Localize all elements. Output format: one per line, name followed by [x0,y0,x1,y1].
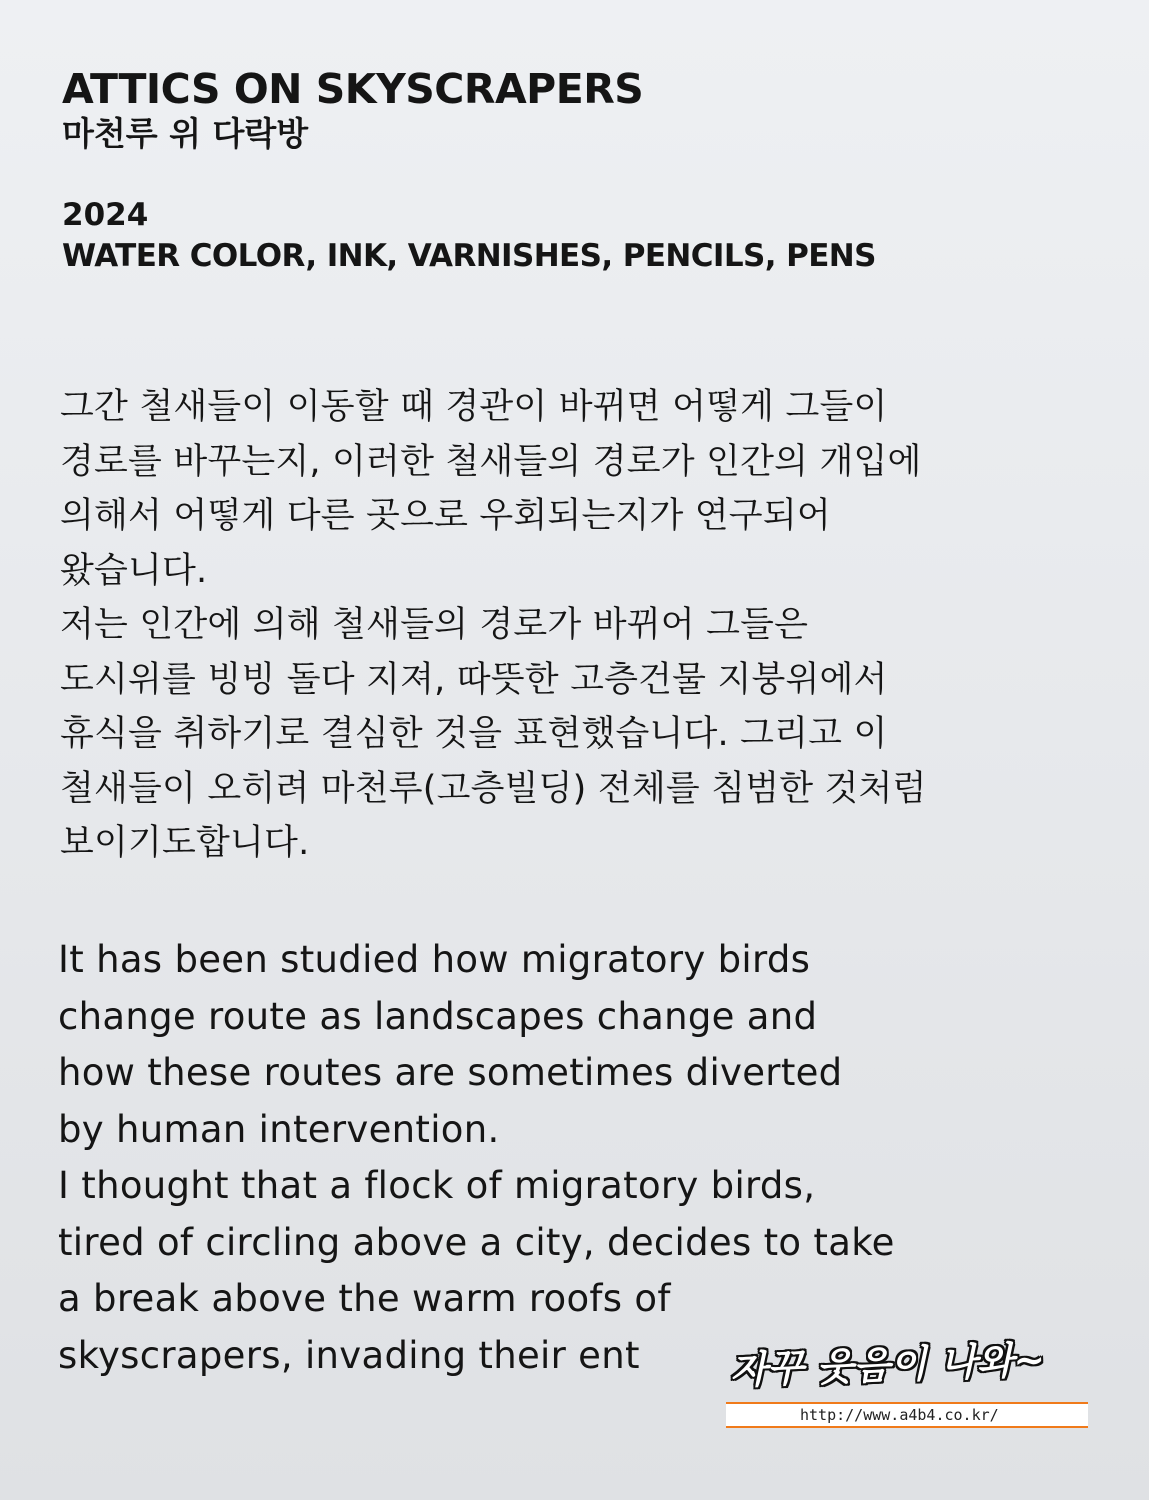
artwork-year: 2024 [62,197,149,233]
url-bar-accent [726,1404,804,1426]
english-line: I thought that a flock of migratory birds, [58,1164,816,1207]
korean-line: 왔습니다. [60,550,208,591]
english-description [58,932,1118,1384]
english-line: a break above the warm roofs of [58,1277,671,1320]
english-line: change route as landscapes change and [58,994,818,1038]
korean-line: 보이기도합니다. [60,823,310,863]
korean-description [60,380,1110,871]
korean-line: 도시위를 빙빙 돌다 지져, 따뜻한 고층건물 지붕위에서 [60,659,888,700]
artwork-title-english: ATTICS ON SKYSCRAPERS [62,65,644,113]
english-line: skyscrapers, invading their ent [58,1333,640,1377]
english-line: how these routes are sometimes diverted [58,1051,843,1094]
korean-line: 저는 인간에 의해 철새들의 경로가 바뀌어 그들은 [60,605,809,645]
korean-line: 철새들이 오히려 마천루(고층빌딩) 전체를 침범한 것처럼 [60,768,927,809]
english-line: by human intervention. [58,1107,500,1151]
korean-line: 그간 철새들이 이동할 때 경관이 바뀌면 어떻게 그들이 [60,387,888,427]
overlay-caption: 자꾸 웃음이 나와~ [729,1336,1046,1393]
artwork-title-korean: 마천루 위 다락방 [62,114,309,153]
korean-line: 휴식을 취하기로 결심한 것을 표현했습니다. 그리고 이 [60,714,888,754]
english-line: It has been studied how migratory birds [58,938,811,981]
artwork-medium: WATER COLOR, INK, VARNISHES, PENCILS, PENS [62,238,876,274]
watermark-url: http://www.a4b4.co.kr/ [800,1406,999,1424]
english-line: tired of circling above a city, decides to take [58,1220,895,1264]
korean-line: 경로를 바꾸는지, 이러한 철새들의 경로가 인간의 개입에 [60,441,922,482]
watermark-url-bar [726,1402,1088,1428]
korean-line: 의해서 어떻게 다른 곳으로 우회되는지가 연구되어 [60,496,831,536]
